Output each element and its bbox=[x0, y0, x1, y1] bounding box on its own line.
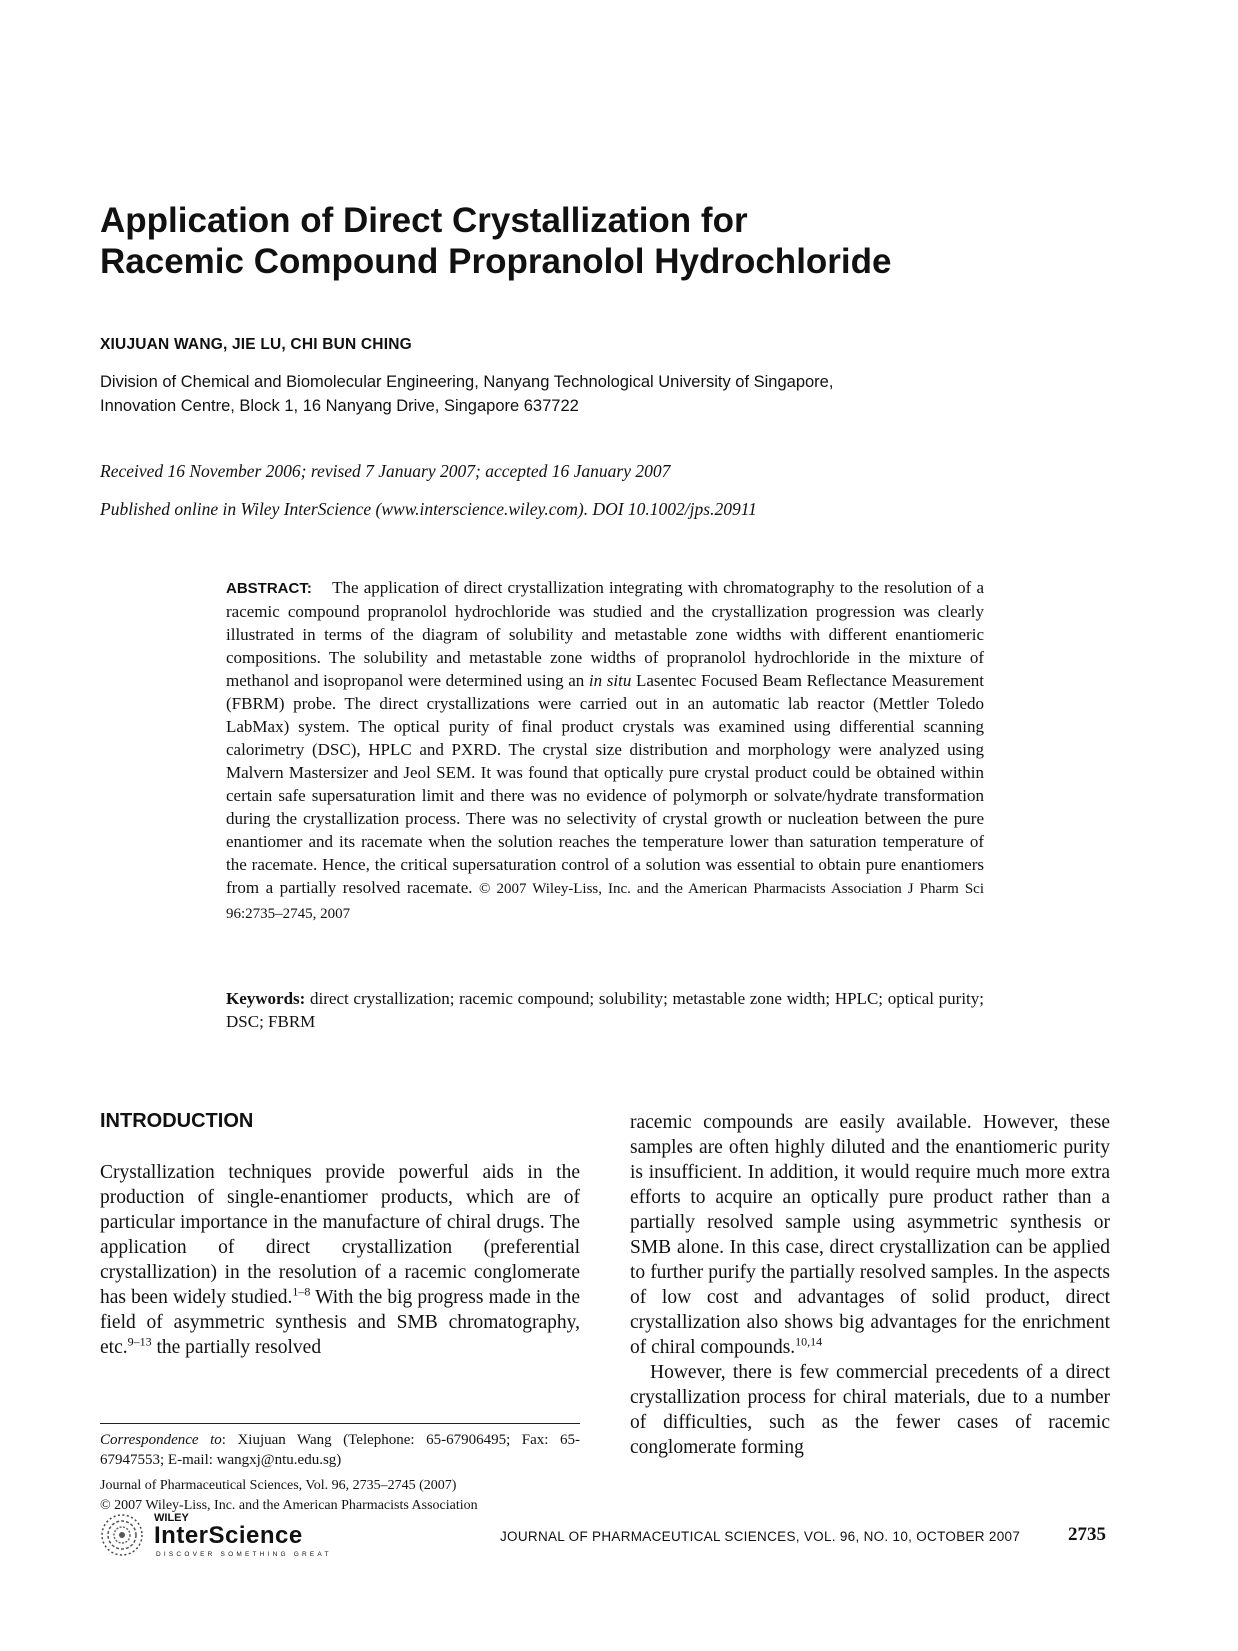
journal-copyright-line: © 2007 Wiley-Liss, Inc. and the American Pharmacists Association bbox=[100, 1498, 478, 1513]
correspondence-text: : Xiujuan Wang (Telephone: 65-67906495; Fax: 65-67947553; E-mail: wangxj@ntu.edu.sg) bbox=[100, 1432, 580, 1468]
journal-citation-line-1: Journal of Pharmaceutical Sciences, Vol. 96, 2735–2745 (2007) bbox=[100, 1478, 457, 1493]
citation-ref: 9–13 bbox=[127, 1334, 152, 1349]
globe-icon bbox=[98, 1512, 150, 1558]
wiley-interscience-logo bbox=[98, 1512, 358, 1558]
intro-paragraph-2: However, there is few commercial precedents of a direct crystallization process for chiral materials, due to a number of difficulties, such as the fewer cases of racemic conglomerate forming bbox=[630, 1362, 1110, 1458]
footnote-divider bbox=[100, 1423, 580, 1424]
intro-paragraph-1 bbox=[100, 1160, 580, 1360]
logo-interscience-text: InterScience bbox=[154, 1522, 303, 1549]
received-dates: Received 16 November 2006; revised 7 January 2007; accepted 16 January 2007 bbox=[100, 461, 671, 481]
running-footer: JOURNAL OF PHARMACEUTICAL SCIENCES, VOL. 96, NO. 10, OCTOBER 2007 bbox=[500, 1529, 1021, 1544]
title-line-1: Application of Direct Crystallization for bbox=[100, 201, 748, 240]
intro-paragraph-continued bbox=[630, 1110, 1110, 1360]
logo-wiley-text: WILEY bbox=[154, 1512, 189, 1524]
abstract-italic-term: in situ bbox=[588, 671, 632, 690]
citation-ref: 1–8 bbox=[292, 1284, 311, 1299]
right-column bbox=[630, 1110, 1110, 1460]
keywords-label: Keywords: bbox=[226, 989, 306, 1008]
abstract-text-1: The application of direct crystallization integrating with chromatography to the resolution of a racemic compound propranolol hydrochloride was studied and the crystallization progression was clearly illustrated in terms of the diagram of solubility and metastable zone widths with different enantiomeric compositions. The solubility and metastable zone widths of propranolol hydrochloride in the mixture of methanol and isopropanol were determined using an bbox=[226, 578, 984, 690]
correspondence-label: Correspondence to bbox=[100, 1432, 222, 1448]
affiliation bbox=[100, 370, 1000, 418]
article-title bbox=[100, 200, 1100, 282]
abstract-copyright: © 2007 Wiley-Liss, Inc. and the American Pharmacists Association J Pharm Sci 96:2735–2745, 2007 bbox=[226, 881, 985, 922]
title-line-2: Racemic Compound Propranolol Hydrochloride bbox=[100, 242, 892, 281]
intro-text-a: Crystallization techniques provide powerful aids in the production of single-enantiomer products, which are of particular importance in the manufacture of chiral drugs. The application of direct crystallization (preferential crystallization) in the resolution of a racemic conglomerate has been widely studied. bbox=[100, 1162, 580, 1308]
citation-ref: 10,14 bbox=[795, 1334, 823, 1349]
correspondence-note bbox=[100, 1430, 580, 1470]
intro-text-b: With the big progress made in the field of asymmetric synthesis and SMB chromatography, etc. bbox=[100, 1287, 580, 1358]
col2-text-a: racemic compounds are easily available. However, these samples are often highly diluted and the enantiomeric purity is insufficient. In addition, it would require much more extra efforts to acquire an optically pure product rather than a partially resolved sample using asymmetric synthesis or SMB alone. In this case, direct crystallization can be applied to further purify the partially resolved samples. In the aspects of low cost and advantages of solid product, direct crystallization also shows big advantages for the enrichment of chiral compounds. bbox=[630, 1112, 1110, 1358]
page-number: 2735 bbox=[1068, 1524, 1106, 1545]
abstract-text-2: Lasentec Focused Beam Reflectance Measurement (FBRM) probe. The direct crystallizations were carried out in an automatic lab reactor (Mettler Toledo LabMax) system. The optical purity of final product crystals was examined using differential scanning calorimetry (DSC), HPLC and PXRD. The crystal size distribution and morphology were analyzed using Malvern Mastersizer and Jeol SEM. It was found that optically pure crystal product could be obtained within certain safe supersaturation limit and there was no evidence of polymorph or solvate/hydrate transformation during the crystallization process. There was no selectivity of crystal growth or nucleation between the pure enantiomer and its racemate when the solution reaches the temperature lower than saturation temperature of the racemate. Hence, the critical supersaturation control of a solution was essential to obtain pure enantiomers from a partially resolved racemate. bbox=[226, 671, 984, 897]
journal-citation bbox=[100, 1476, 600, 1516]
logo-tagline: DISCOVER SOMETHING GREAT bbox=[156, 1551, 332, 1558]
abstract bbox=[226, 576, 984, 926]
keywords-text: direct crystallization; racemic compound; solubility; metastable zone width; HPLC; optical purity; DSC; FBRM bbox=[226, 989, 984, 1031]
affiliation-line-2: Innovation Centre, Block 1, 16 Nanyang Drive, Singapore 637722 bbox=[100, 397, 579, 415]
keywords bbox=[226, 987, 984, 1033]
section-heading-introduction: INTRODUCTION bbox=[100, 1110, 254, 1132]
author-list: XIUJUAN WANG, JIE LU, CHI BUN CHING bbox=[100, 336, 412, 353]
abstract-label: ABSTRACT: bbox=[226, 580, 312, 597]
affiliation-line-1: Division of Chemical and Biomolecular Engineering, Nanyang Technological University of Singapore, bbox=[100, 373, 834, 391]
publication-info: Published online in Wiley InterScience (www.interscience.wiley.com). DOI 10.1002/jps.20911 bbox=[100, 499, 757, 519]
intro-text-c: the partially resolved bbox=[151, 1337, 322, 1358]
